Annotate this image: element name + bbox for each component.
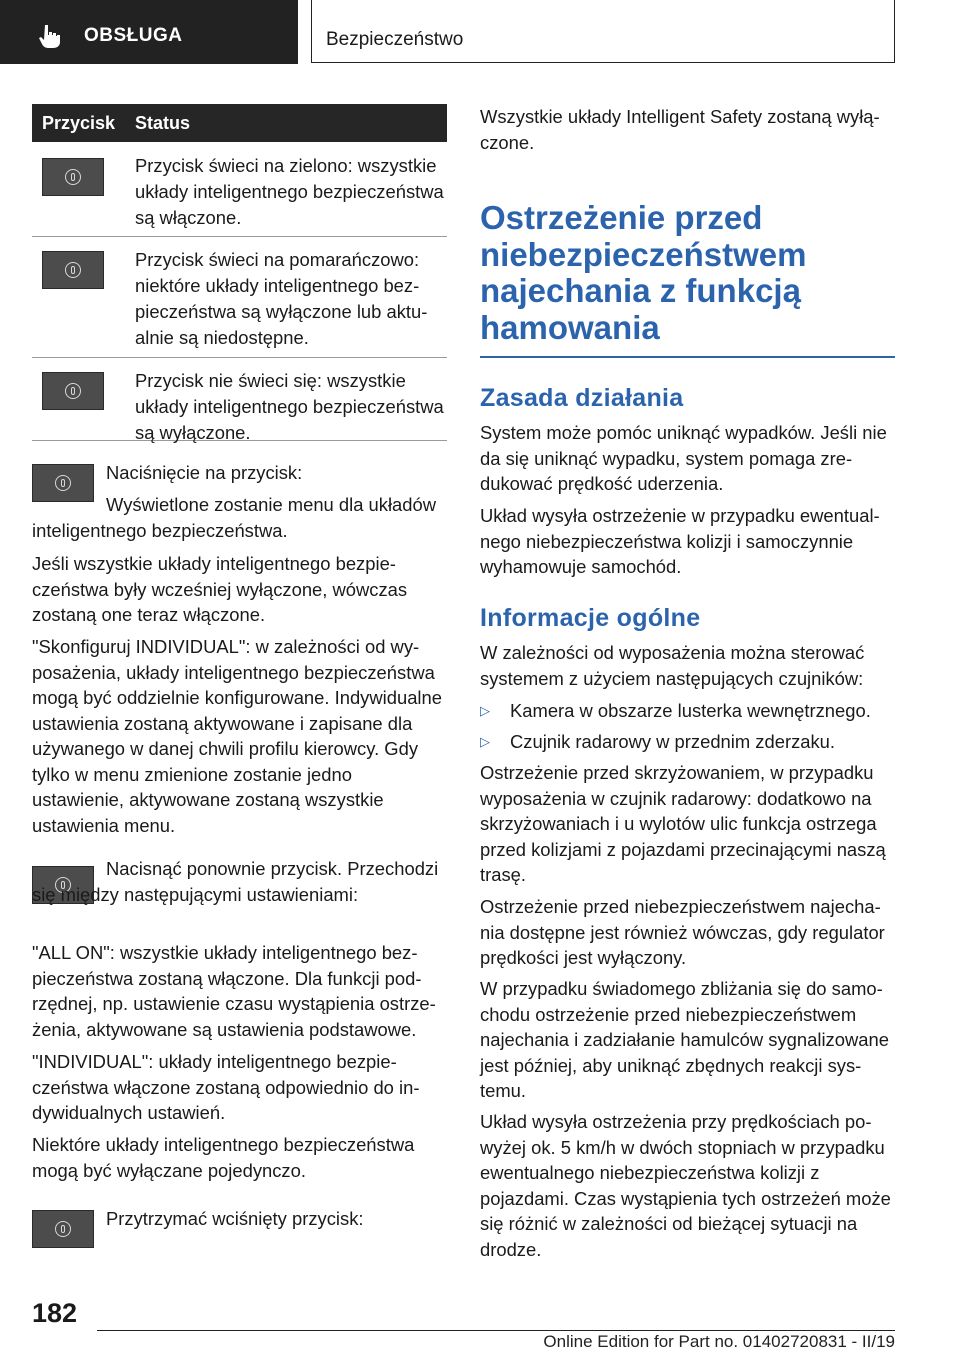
status-text: Przycisk świeci na pomarańczowo: niektóre układy inteligentnego bezpieczeństwa są wyłączone lub aktualnie są niedostępne. (135, 249, 428, 348)
subheading: Zasada działania (480, 384, 684, 412)
paragraph: Ostrzeżenie przed skrzyżowaniem, w przypadku wyposażenia w czujnik radarowy: dodatkowo na skrzyżowaniach i u wylotów ulic funkcja ostrzega przed kolizjami z pojazdami przecinającymi naszą trasę. (480, 762, 886, 885)
subheading: Informacje ogólne (480, 604, 701, 632)
paragraph: Układ wysyła ostrzeżenia przy prędkościach powyżej ok. 5 km/h w dwóch stopniach w przypadku ewentualnego niebezpieczeństwa kolizji z pojazdami. Czas wystąpienia tych ostrzeżeń może się różnić w zależności od bieżącej sytuacji na drodze. (480, 1111, 891, 1260)
paragraph: Układ wysyła ostrzeżenie w przypadku ewentualnego niebezpieczeństwa kolizji i samoczynnie wyhamowuje samochód. (480, 505, 880, 577)
intelligent-safety-button-icon (42, 158, 104, 196)
header-section-tab (0, 0, 298, 64)
status-text: Przycisk świeci na zielono: wszystkie układy inteligentnego bezpieczeństwa są włączone. (135, 155, 444, 228)
paragraph: W zależności od wyposażenia można sterować systemem z użyciem następujących czujników: (480, 642, 865, 689)
paragraph: W przypadku świadomego zbliżania się do samochodu ostrzeżenie przed niebezpieczeństwem najechania i zadziałanie hamulców sygnalizowane jest później, aby uniknąć zbędnych reakcji systemu. (480, 978, 889, 1101)
footer-divider (97, 1330, 895, 1331)
table-header (32, 104, 447, 142)
press-text: Wyświetlone zostanie menu dla układów inteligentnego bezpieczeństwa. (32, 494, 437, 541)
chapter-header (311, 0, 895, 63)
page-number: 182 (32, 1298, 78, 1328)
table-row (32, 142, 447, 237)
col-header-status: Status (135, 113, 191, 133)
hand-pointer-icon (36, 23, 62, 49)
hold-text: Przytrzymać wciśnięty przycisk: (106, 1208, 364, 1229)
paragraph: "ALL ON": wszystkie układy inteligentnego bezpieczeństwa zostaną włączone. Dla funkcji podrzędnej, np. ustawienie czasu wystąpienia ostrzeżenia, aktywowane są ustawienia podstawowe. (32, 942, 436, 1040)
paragraph: Ostrzeżenie przed niebezpieczeństwem najechania dostępne jest również wówczas, gdy regulator prędkości jest wyłączony. (480, 896, 885, 968)
col-header-button: Przycisk (42, 113, 116, 133)
button-status-table (32, 104, 447, 441)
intelligent-safety-button-icon (42, 251, 104, 289)
triangle-bullet-icon: ▷ (480, 734, 490, 749)
intelligent-safety-button-icon (32, 1210, 94, 1248)
triangle-bullet-icon: ▷ (480, 703, 490, 718)
table-row (32, 358, 447, 441)
intelligent-safety-button-icon (42, 372, 104, 410)
paragraph: "INDIVIDUAL": układy inteligentnego bezpieczeństwa włączone zostaną odpowiednio do indywidualnych ustawień. (32, 1051, 420, 1123)
paragraph: Wszystkie układy Intelligent Safety zostaną wyłączone. (480, 106, 880, 153)
paragraph: System może pomóc uniknąć wypadków. Jeśli nie da się uniknąć wypadku, system pomaga zredukować prędkość uderzenia. (480, 422, 887, 494)
paragraph: Niektóre układy inteligentnego bezpieczeństwa mogą być wyłączane pojedynczo. (32, 1134, 415, 1181)
paragraph: "Skonfiguruj INDIVIDUAL": w zależności od wyposażenia, układy inteligentnego bezpieczeństwa mogą być oddzielnie konfigurowane. Indywidualne ustawienia zostaną aktywowane i zapisane dla używanego w danej chwili profilu kierowcy. Gdy tylko w menu zmienione zostanie jedno ustawienie, aktywowane zostaną wszystkie ustawienia menu. (32, 636, 442, 836)
heading-divider (480, 356, 895, 358)
table-row (32, 237, 447, 358)
press-again-text: Nacisnąć ponownie przycisk. Przechodzi się między następującymi ustawieniami: (32, 858, 439, 905)
chapter-title: Bezpieczeństwo (326, 29, 464, 50)
edition-footer: Online Edition for Part no. 01402720831 - II/19 (543, 1332, 895, 1351)
section-heading: Ostrzeżenie przed niebezpieczeństwem najechania z funkcją hamowania (480, 199, 807, 346)
status-text: Przycisk nie świeci się: wszystkie układy inteligentnego bezpieczeństwa są wyłączone. (135, 370, 444, 443)
paragraph: Jeśli wszystkie układy inteligentnego bezpieczeństwa były wcześniej wyłączone, wówczas zostaną one teraz włączone. (32, 553, 408, 625)
section-title: OBSŁUGA (84, 25, 183, 46)
press-label: Naciśnięcie na przycisk: (106, 462, 303, 483)
